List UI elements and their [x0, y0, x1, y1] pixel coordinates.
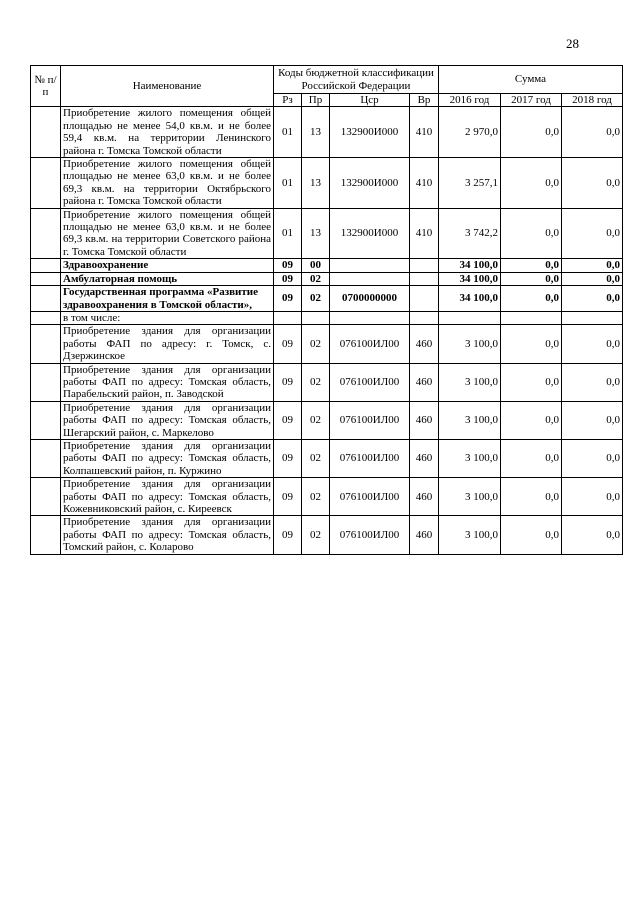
row-name: Приобретение жилого помещения общей площадью не менее 63,0 кв.м. и не более 69,3 кв.м. на территории Советского района г. Томска Томской области — [61, 208, 274, 259]
header-name: Наименование — [61, 66, 274, 107]
row-number — [31, 286, 61, 312]
table-row — [31, 158, 623, 209]
row-sum-2016: 34 100,0 — [439, 286, 501, 312]
header-2017: 2017 год — [501, 94, 562, 107]
row-csr — [330, 259, 410, 272]
row-sum-2017: 0,0 — [501, 516, 562, 554]
row-number — [31, 325, 61, 363]
row-vr — [410, 311, 439, 324]
row-name: в том числе: — [61, 311, 274, 324]
row-csr: 076100ИЛ00 — [330, 516, 410, 554]
row-sum-2017: 0,0 — [501, 107, 562, 158]
budget-table — [30, 65, 623, 555]
row-pr: 13 — [302, 208, 330, 259]
table-row — [31, 259, 623, 272]
row-sum-2016: 34 100,0 — [439, 259, 501, 272]
row-number — [31, 311, 61, 324]
row-sum-2017: 0,0 — [501, 439, 562, 477]
row-name: Приобретение здания для организации работы ФАП по адресу: Томская область, Шегарский район, с. Маркелово — [61, 401, 274, 439]
row-vr: 410 — [410, 208, 439, 259]
row-sum-2016: 3 100,0 — [439, 478, 501, 516]
row-csr: 132900И000 — [330, 107, 410, 158]
row-sum-2018: 0,0 — [562, 478, 623, 516]
row-number — [31, 439, 61, 477]
row-number — [31, 478, 61, 516]
row-rz: 01 — [274, 107, 302, 158]
row-pr: 02 — [302, 439, 330, 477]
row-rz: 09 — [274, 325, 302, 363]
row-sum-2016: 3 257,1 — [439, 158, 501, 209]
row-name: Приобретение здания для организации работы ФАП по адресу: г. Томск, с. Дзержинское — [61, 325, 274, 363]
row-sum-2017: 0,0 — [501, 363, 562, 401]
header-csr: Цср — [330, 94, 410, 107]
row-name: Приобретение здания для организации работы ФАП по адресу: Томская область, Парабельский район, п. Заводской — [61, 363, 274, 401]
row-pr: 02 — [302, 363, 330, 401]
table-row — [31, 516, 623, 554]
row-sum-2016: 34 100,0 — [439, 272, 501, 285]
row-sum-2018: 0,0 — [562, 158, 623, 209]
table-row — [31, 107, 623, 158]
header-2018: 2018 год — [562, 94, 623, 107]
row-sum-2018: 0,0 — [562, 107, 623, 158]
row-number — [31, 259, 61, 272]
row-name: Приобретение жилого помещения общей площадью не менее 54,0 кв.м. и не более 59,4 кв.м. на территории Ленинского района г. Томска Томской области — [61, 107, 274, 158]
row-sum-2018 — [562, 311, 623, 324]
row-pr — [302, 311, 330, 324]
row-sum-2016: 3 100,0 — [439, 516, 501, 554]
row-rz: 01 — [274, 158, 302, 209]
row-sum-2018: 0,0 — [562, 208, 623, 259]
row-sum-2018: 0,0 — [562, 286, 623, 312]
row-sum-2018: 0,0 — [562, 516, 623, 554]
row-vr: 460 — [410, 325, 439, 363]
row-rz: 09 — [274, 259, 302, 272]
row-pr: 02 — [302, 516, 330, 554]
row-csr: 076100ИЛ00 — [330, 478, 410, 516]
table-row — [31, 272, 623, 285]
row-pr: 02 — [302, 272, 330, 285]
row-sum-2017: 0,0 — [501, 478, 562, 516]
row-sum-2017: 0,0 — [501, 259, 562, 272]
table-row — [31, 325, 623, 363]
row-vr — [410, 259, 439, 272]
row-rz: 09 — [274, 286, 302, 312]
row-sum-2018: 0,0 — [562, 259, 623, 272]
row-vr: 460 — [410, 478, 439, 516]
row-rz: 09 — [274, 478, 302, 516]
header-pr: Пр — [302, 94, 330, 107]
row-sum-2016: 3 100,0 — [439, 439, 501, 477]
row-sum-2016: 3 100,0 — [439, 401, 501, 439]
header-num: № п/п — [31, 66, 61, 107]
row-rz: 09 — [274, 272, 302, 285]
row-sum-2017: 0,0 — [501, 272, 562, 285]
row-name: Приобретение жилого помещения общей площадью не менее 63,0 кв.м. и не более 69,3 кв.м. на территории Октябрьского района г. Томска Томской области — [61, 158, 274, 209]
row-pr: 02 — [302, 325, 330, 363]
row-sum-2017: 0,0 — [501, 325, 562, 363]
row-rz — [274, 311, 302, 324]
row-sum-2016 — [439, 311, 501, 324]
row-name: Государственная программа «Развитие здравоохранения в Томской области», — [61, 286, 274, 312]
table-row — [31, 401, 623, 439]
row-rz: 09 — [274, 401, 302, 439]
row-pr: 13 — [302, 158, 330, 209]
row-number — [31, 208, 61, 259]
row-vr — [410, 286, 439, 312]
row-vr: 460 — [410, 363, 439, 401]
row-sum-2018: 0,0 — [562, 272, 623, 285]
row-sum-2017: 0,0 — [501, 208, 562, 259]
row-vr: 410 — [410, 107, 439, 158]
row-vr: 460 — [410, 439, 439, 477]
row-number — [31, 363, 61, 401]
header-2016: 2016 год — [439, 94, 501, 107]
row-vr — [410, 272, 439, 285]
table-row — [31, 311, 623, 324]
row-sum-2016: 3 742,2 — [439, 208, 501, 259]
row-sum-2018: 0,0 — [562, 401, 623, 439]
row-number — [31, 272, 61, 285]
row-pr: 02 — [302, 478, 330, 516]
header-vr: Вр — [410, 94, 439, 107]
header-sum: Сумма — [439, 66, 623, 94]
table-row — [31, 286, 623, 312]
table-row — [31, 208, 623, 259]
row-csr: 076100ИЛ00 — [330, 363, 410, 401]
row-csr — [330, 311, 410, 324]
row-rz: 09 — [274, 516, 302, 554]
row-pr: 02 — [302, 286, 330, 312]
table-row — [31, 439, 623, 477]
row-sum-2016: 2 970,0 — [439, 107, 501, 158]
row-rz: 01 — [274, 208, 302, 259]
table-row — [31, 363, 623, 401]
row-csr — [330, 272, 410, 285]
page-number: 28 — [566, 36, 579, 51]
row-csr: 076100ИЛ00 — [330, 439, 410, 477]
row-number — [31, 516, 61, 554]
row-pr: 13 — [302, 107, 330, 158]
row-rz: 09 — [274, 439, 302, 477]
row-name: Здравоохранение — [61, 259, 274, 272]
row-name: Приобретение здания для организации работы ФАП по адресу: Томская область, Томский район, с. Коларово — [61, 516, 274, 554]
row-name: Приобретение здания для организации работы ФАП по адресу: Томская область, Кожевниковский район, с. Киреевск — [61, 478, 274, 516]
row-name: Приобретение здания для организации работы ФАП по адресу: Томская область, Колпашевский район, п. Куржино — [61, 439, 274, 477]
row-sum-2016: 3 100,0 — [439, 325, 501, 363]
row-sum-2018: 0,0 — [562, 363, 623, 401]
row-sum-2016: 3 100,0 — [439, 363, 501, 401]
table-row — [31, 478, 623, 516]
row-rz: 09 — [274, 363, 302, 401]
row-pr: 02 — [302, 401, 330, 439]
row-number — [31, 401, 61, 439]
row-csr: 076100ИЛ00 — [330, 325, 410, 363]
row-sum-2018: 0,0 — [562, 325, 623, 363]
row-sum-2017: 0,0 — [501, 158, 562, 209]
row-vr: 410 — [410, 158, 439, 209]
table-body — [31, 107, 623, 554]
row-name: Амбулаторная помощь — [61, 272, 274, 285]
row-vr: 460 — [410, 401, 439, 439]
row-csr: 132900И000 — [330, 158, 410, 209]
row-vr: 460 — [410, 516, 439, 554]
row-number — [31, 107, 61, 158]
row-number — [31, 158, 61, 209]
row-sum-2017 — [501, 311, 562, 324]
row-sum-2017: 0,0 — [501, 401, 562, 439]
row-csr: 076100ИЛ00 — [330, 401, 410, 439]
row-csr: 0700000000 — [330, 286, 410, 312]
row-sum-2017: 0,0 — [501, 286, 562, 312]
header-rz: Рз — [274, 94, 302, 107]
header-codes: Коды бюджетной классификации Российской Федерации — [274, 66, 439, 94]
row-pr: 00 — [302, 259, 330, 272]
row-sum-2018: 0,0 — [562, 439, 623, 477]
row-csr: 132900И000 — [330, 208, 410, 259]
